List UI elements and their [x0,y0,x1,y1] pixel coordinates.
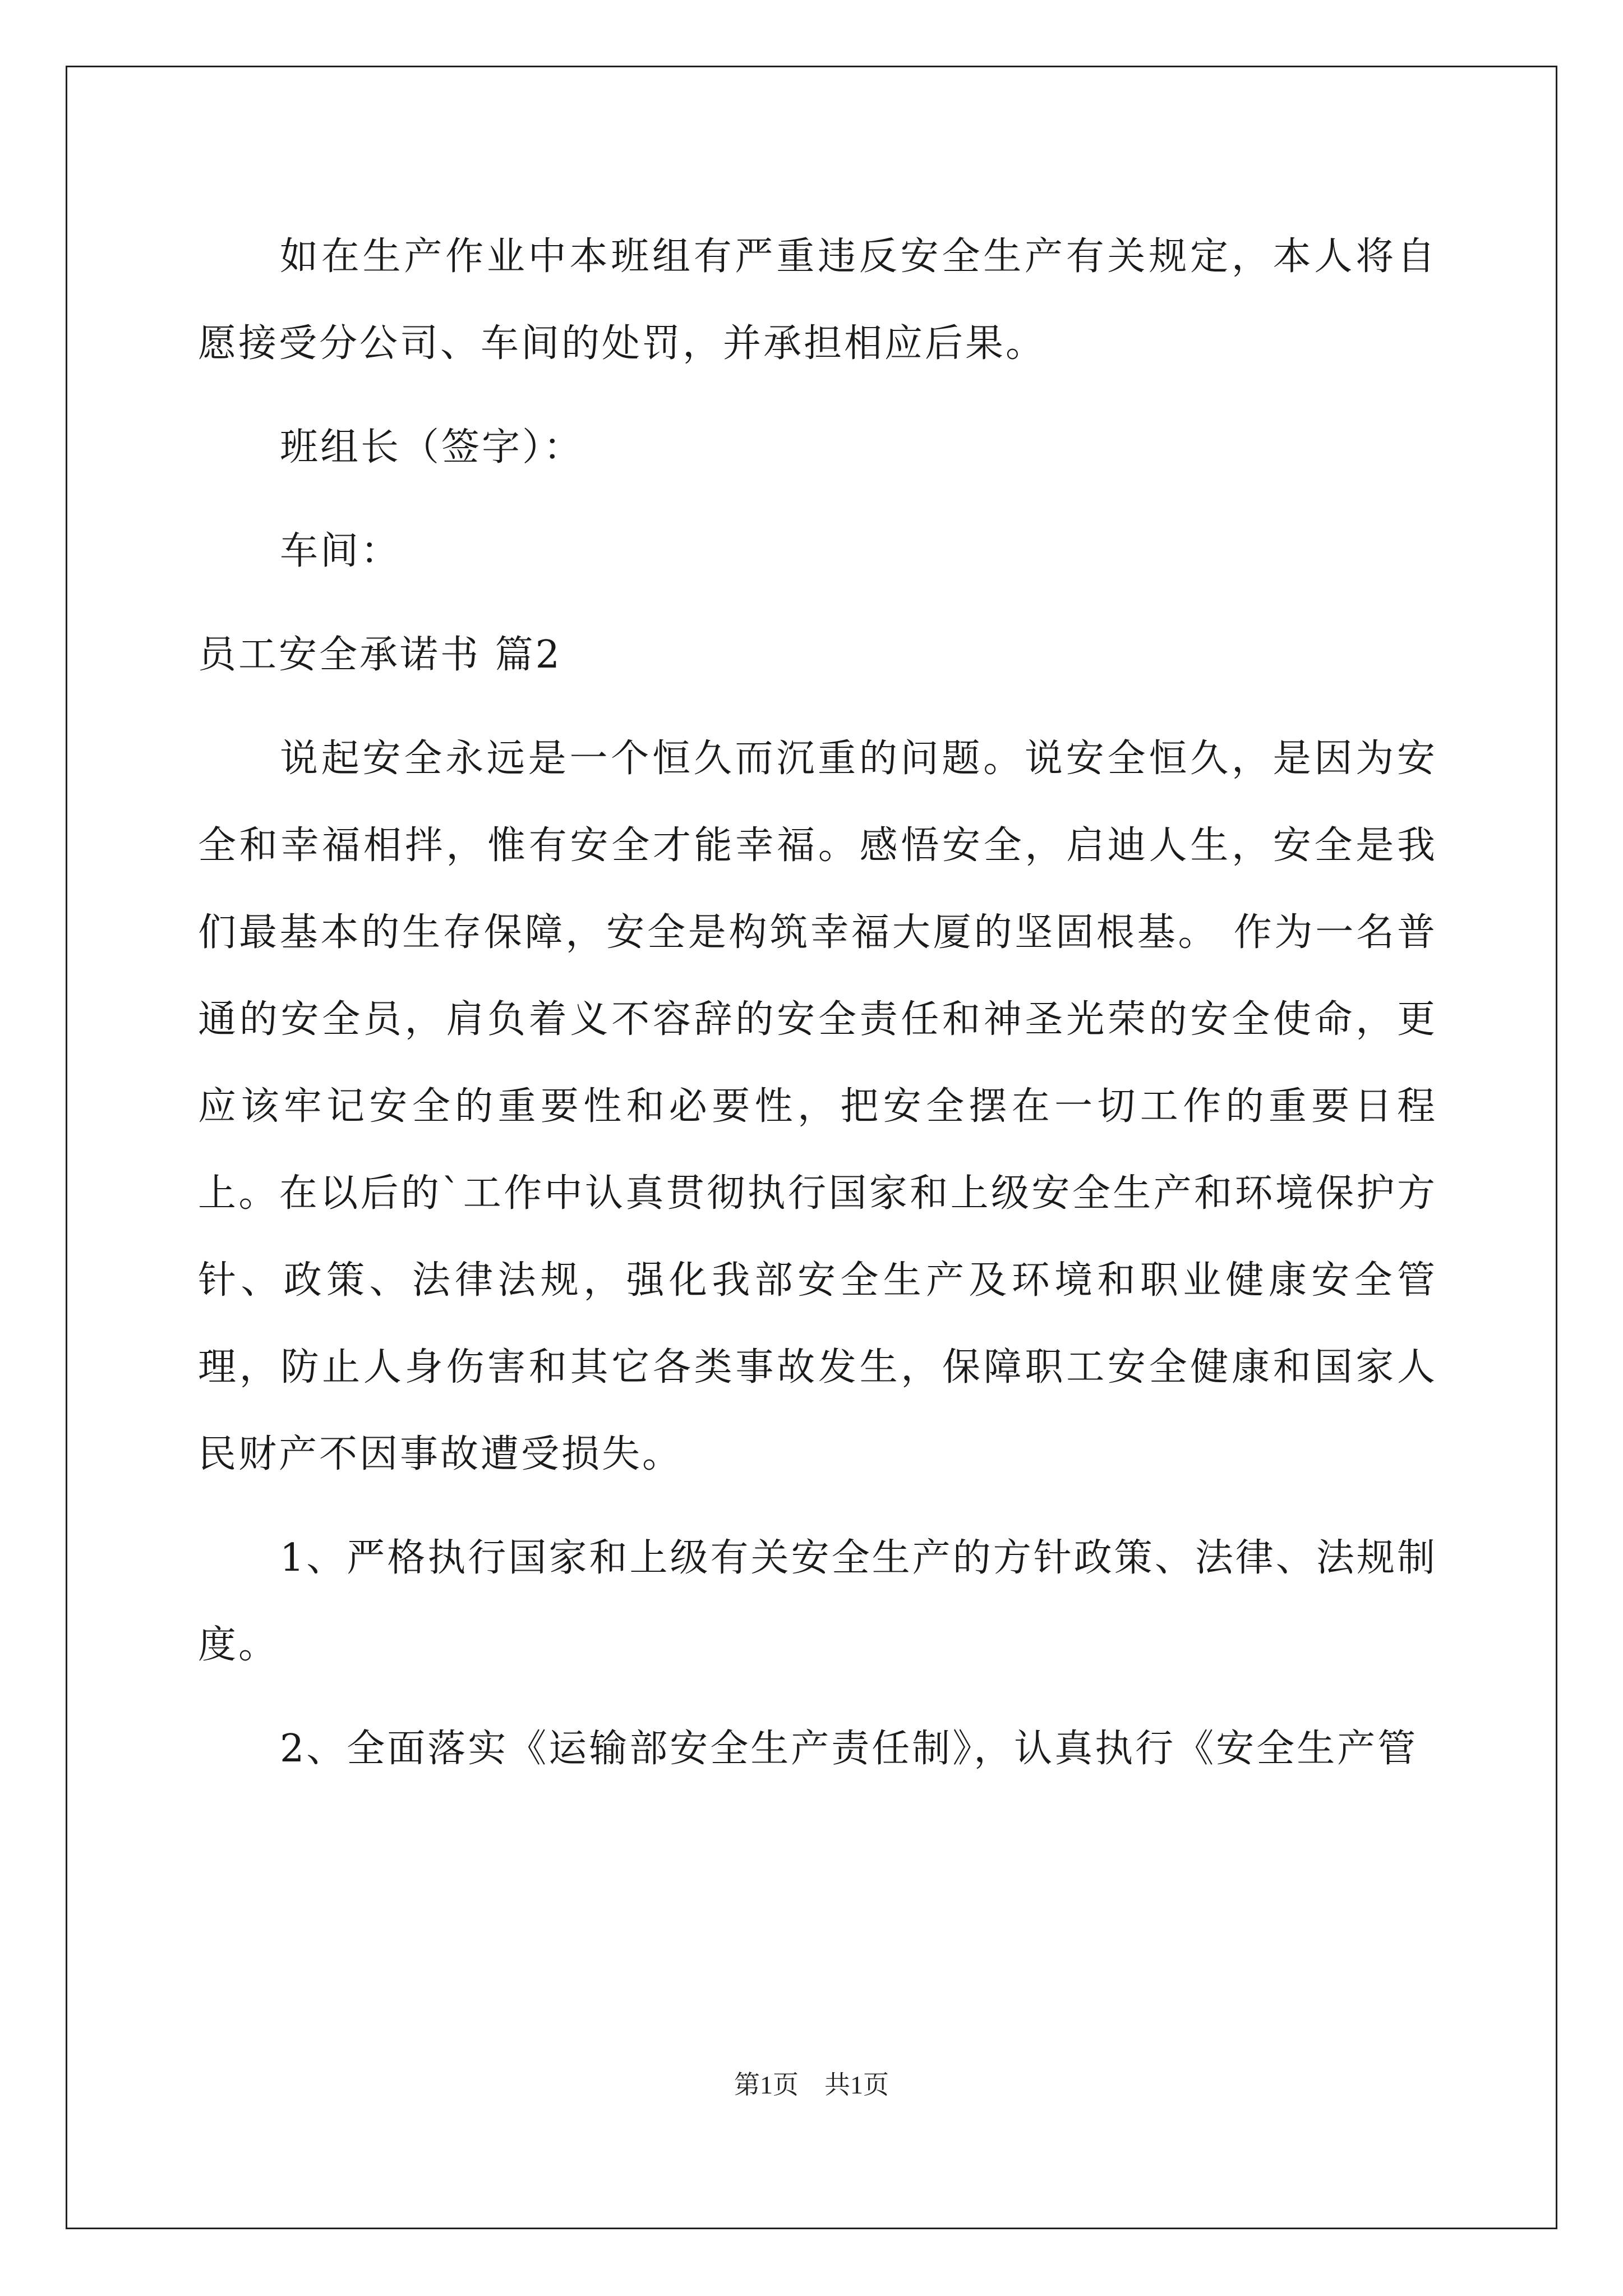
signature-line-team-leader: 班组长（签字）： [280,425,584,470]
paragraph: 说起安全永远是一个恒久而沉重的问题。说安全恒久，是因为安全和幸福相拌，惟有安全才能幸福。感悟安全，启迪人生，安全是我们最基本的生存保障，安全是构筑幸福大厦的坚固根基。 作为一名普通的安全员，肩负着义不容辞的安全责任和神圣光荣的安全使命，更应该牢记安全的重要性和必要性，把安全摆在一切工作的重要日程上。在以后的`工作中认真贯彻执行国家和上级安全生产和环境保护方针、政策、法律法规，强化我部安全生产及环境和职业健康安全管理，防止人身伤害和其它各类事故发生，保障职工安全健康和国家人民财产不因事故遭受损失。 [198,737,1437,1476]
list-item: 2、全面落实《运输部安全生产责任制》，认真执行《安全生产管 [280,1727,1418,1771]
section-heading: 员工安全承诺书 篇2 [198,633,562,677]
page-footer: 第1页 共1页 [734,2070,889,2099]
paragraph: 如在生产作业中本班组有严重违反安全生产有关规定，本人将自愿接受分公司、车间的处罚，并承担相应后果。 [198,234,1437,366]
document-body [198,213,1437,1809]
signature-line-workshop: 车间： [280,529,402,573]
list-item: 1、严格执行国家和上级有关安全生产的方针政策、法律、法规制度。 [198,1536,1437,1667]
